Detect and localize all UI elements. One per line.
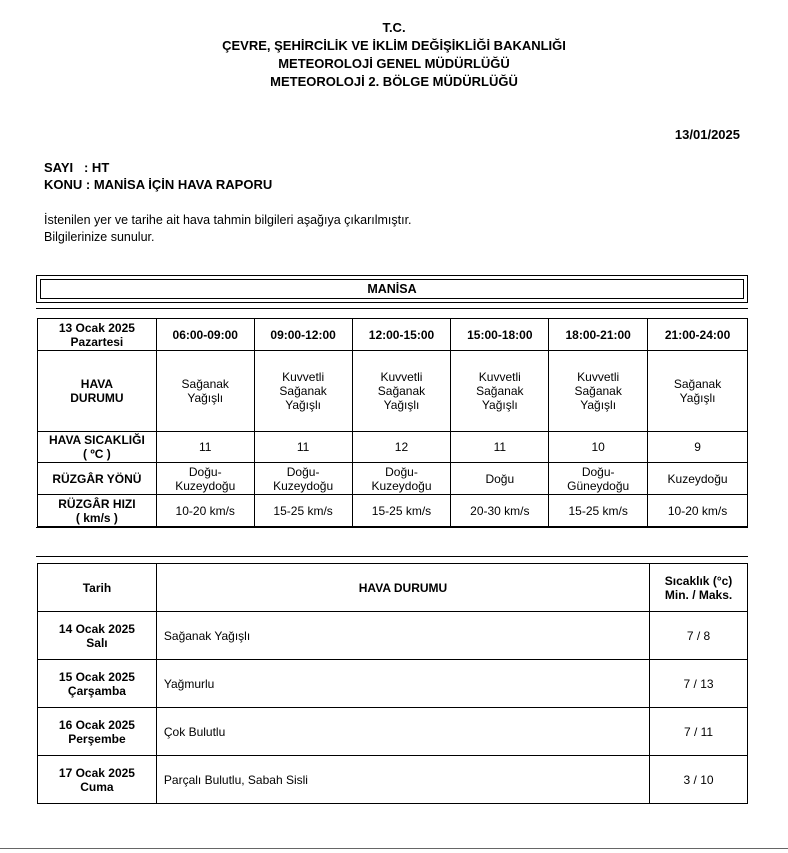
wind-direction-cell: [451, 463, 549, 495]
daily-weekday: Perşembe: [68, 731, 126, 746]
temperature-cell: 9: [648, 432, 748, 463]
wind-direction-cell: [156, 463, 254, 495]
wind-speed-cell: 15-25 km/s: [549, 495, 648, 527]
intro-line-1: İstenilen yer ve tarihe ait hava tahmin bilgileri aşağıya çıkarılmıştır.: [44, 213, 412, 227]
period-header: 09:00-12:00: [254, 319, 352, 351]
daily-temperature: 3 / 10: [650, 756, 748, 804]
daily-temperature: 7 / 13: [650, 660, 748, 708]
wind-direction-cell: [549, 463, 648, 495]
daily-header-row: [38, 564, 748, 612]
condition-text: Kuvvetli: [577, 370, 620, 384]
daily-weekday: Cuma: [80, 779, 114, 794]
daily-temperature: 7 / 8: [650, 612, 748, 660]
page-bottom-edge: [0, 848, 788, 849]
header-regional-directorate: METEOROLOJİ 2. BÖLGE MÜDÜRLÜĞÜ: [270, 74, 518, 89]
divider: [36, 527, 748, 528]
wind-direction-cell: [352, 463, 451, 495]
wind-direction-text: Kuzeydoğu: [667, 471, 728, 486]
condition-text: Yağışlı: [187, 391, 224, 405]
daily-date-cell: [38, 756, 157, 804]
temperature-label-line1: HAVA SICAKLIĞI: [49, 433, 145, 447]
temperature-cell: 11: [156, 432, 254, 463]
daily-row: [38, 660, 748, 708]
condition-cell: [549, 351, 648, 432]
date-column-header: Tarih: [38, 564, 157, 612]
sayi-line: SAYI : HT: [44, 160, 110, 175]
wind-speed-row: [38, 495, 748, 527]
condition-label-line1: HAVA: [80, 377, 114, 391]
condition-text: Sağanak: [181, 377, 229, 391]
wind-speed-label-line2: ( km/s ): [75, 510, 118, 525]
condition-cell: [451, 351, 549, 432]
wind-direction-text: Kuzeydoğu: [371, 478, 432, 493]
wind-direction-text: Doğu-: [581, 464, 615, 479]
daily-date: 17 Ocak 2025: [58, 765, 135, 780]
daily-row: [38, 756, 748, 804]
today-date: 13 Ocak 2025: [58, 320, 135, 335]
report-date: 13/01/2025: [674, 127, 740, 142]
header-general-directorate: METEOROLOJİ GENEL MÜDÜRLÜĞÜ: [278, 56, 510, 71]
condition-label-line2: DURUMU: [70, 391, 124, 405]
condition-text: Sağanak: [377, 384, 426, 398]
condition-text: Sağanak: [673, 377, 722, 391]
konu-line: KONU : MANİSA İÇİN HAVA RAPORU: [44, 177, 273, 192]
daily-condition: Parçalı Bulutlu, Sabah Sisli: [156, 756, 649, 804]
wind-direction-text: Doğu-: [286, 464, 320, 479]
period-header: 12:00-15:00: [352, 319, 451, 351]
hourly-forecast-table: [37, 318, 748, 527]
daily-weekday: Salı: [86, 635, 108, 650]
temperature-row: [38, 432, 748, 463]
daily-date-cell: [38, 708, 157, 756]
divider: [36, 308, 748, 309]
condition-text: Kuvvetli: [478, 370, 521, 384]
temperature-row-label: [38, 432, 157, 463]
condition-text: Sağanak: [279, 384, 327, 398]
wind-direction-text: Kuzeydoğu: [175, 478, 236, 493]
condition-row-label: [38, 351, 157, 432]
temperature-cell: 11: [451, 432, 549, 463]
daily-row: [38, 708, 748, 756]
condition-column-header: HAVA DURUMU: [156, 564, 649, 612]
daily-date-cell: [38, 660, 157, 708]
period-header: 06:00-09:00: [156, 319, 254, 351]
daily-condition: Çok Bulutlu: [156, 708, 649, 756]
wind-direction-cell: [254, 463, 352, 495]
temperature-header-line2: Min. / Maks.: [664, 587, 733, 602]
condition-text: Yağışlı: [285, 398, 321, 412]
temperature-label-line2: ( ºC ): [83, 447, 111, 461]
condition-text: Yağışlı: [383, 398, 420, 412]
wind-speed-row-label: [38, 495, 157, 527]
condition-text: Yağışlı: [481, 398, 518, 412]
wind-direction-row: [38, 463, 748, 495]
daily-condition: Sağanak Yağışlı: [156, 612, 649, 660]
temperature-cell: 10: [549, 432, 648, 463]
wind-direction-row-label: RÜZGÂR YÖNÜ: [38, 463, 157, 495]
condition-text: Sağanak: [574, 384, 622, 398]
daily-date-cell: [38, 612, 157, 660]
daily-date: 16 Ocak 2025: [58, 717, 135, 732]
condition-cell: [156, 351, 254, 432]
city-title: MANİSA: [40, 279, 744, 299]
condition-text: Kuvvetli: [380, 370, 423, 384]
period-header: 15:00-18:00: [451, 319, 549, 351]
daily-forecast-table: [37, 563, 748, 804]
period-header: 21:00-24:00: [648, 319, 748, 351]
wind-speed-label-line1: RÜZGÂR HIZI: [58, 496, 136, 511]
period-header: 18:00-21:00: [549, 319, 648, 351]
wind-direction-text: Doğu: [485, 471, 515, 486]
temperature-cell: 12: [352, 432, 451, 463]
daily-date: 15 Ocak 2025: [58, 669, 135, 684]
hourly-header-row: [38, 319, 748, 351]
temperature-cell: 11: [254, 432, 352, 463]
header-ministry: ÇEVRE, ŞEHİRCİLİK VE İKLİM DEĞİŞİKLİĞİ BAKANLIĞI: [222, 38, 566, 53]
condition-cell: [352, 351, 451, 432]
condition-row: [38, 351, 748, 432]
wind-speed-cell: 10-20 km/s: [648, 495, 748, 527]
wind-speed-cell: 20-30 km/s: [451, 495, 549, 527]
wind-direction-text: Kuzeydoğu: [273, 478, 334, 493]
today-date-cell: [38, 319, 157, 351]
header-line-tc: T.C.: [382, 20, 406, 35]
temperature-column-header: [650, 564, 748, 612]
city-title-box: [36, 275, 748, 303]
condition-text: Yağışlı: [580, 398, 617, 412]
wind-speed-cell: 10-20 km/s: [156, 495, 254, 527]
daily-weekday: Çarşamba: [67, 683, 126, 698]
condition-text: Yağışlı: [679, 391, 716, 405]
condition-text: Kuvvetli: [282, 370, 325, 384]
daily-condition: Yağmurlu: [156, 660, 649, 708]
divider: [36, 556, 748, 557]
temperature-header-line1: Sıcaklık (°c): [664, 573, 733, 588]
wind-direction-cell: [648, 463, 748, 495]
today-weekday: Pazartesi: [70, 334, 124, 349]
condition-cell: [648, 351, 748, 432]
condition-cell: [254, 351, 352, 432]
wind-speed-cell: 15-25 km/s: [352, 495, 451, 527]
wind-direction-text: Doğu-: [385, 464, 418, 479]
condition-text: Sağanak: [476, 384, 524, 398]
wind-direction-text: Güneydoğu: [567, 478, 630, 493]
daily-row: [38, 612, 748, 660]
daily-date: 14 Ocak 2025: [58, 621, 135, 636]
intro-line-2: Bilgilerinize sunulur.: [44, 230, 155, 244]
wind-speed-cell: 15-25 km/s: [254, 495, 352, 527]
wind-direction-text: Doğu-: [188, 464, 222, 479]
daily-temperature: 7 / 11: [650, 708, 748, 756]
